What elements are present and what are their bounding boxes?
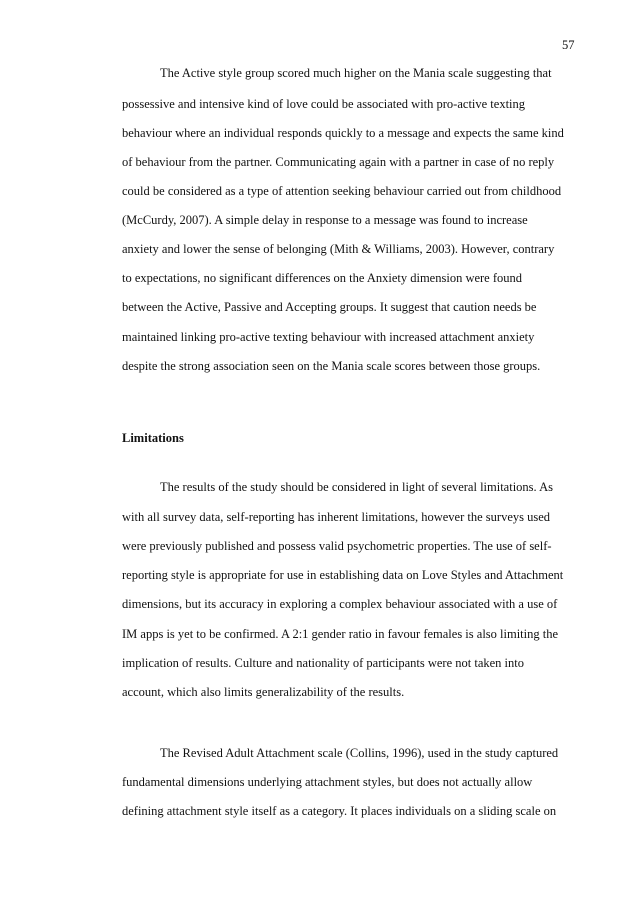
paragraph-line: reporting style is appropriate for use in establishing data on Love Styles and Attachment [122,568,564,582]
paragraph-line: anxiety and lower the sense of belonging (Mith & Williams, 2003). However, contrary [122,242,555,256]
paragraph-line: IM apps is yet to be confirmed. A 2:1 gender ratio in favour females is also limiting the [122,627,559,641]
paragraph-line: account, which also limits generalizability of the results. [122,685,405,699]
paragraph-line: dimensions, but its accuracy in exploring a complex behaviour associated with a use of [122,597,558,611]
paragraph-line: between the Active, Passive and Accepting groups. It suggest that caution needs be [122,300,537,314]
paragraph-line: The Revised Adult Attachment scale (Collins, 1996), used in the study captured [160,746,559,760]
paragraph-line: The Active style group scored much higher on the Mania scale suggesting that [160,66,552,80]
paragraph-line: of behaviour from the partner. Communicating again with a partner in case of no reply [122,155,555,169]
paragraph-line: maintained linking pro-active texting behaviour with increased attachment anxiety [122,330,535,344]
paragraph-line: to expectations, no significant differences on the Anxiety dimension were found [122,271,523,285]
paragraph-line: implication of results. Culture and nationality of participants were not taken into [122,656,524,670]
paragraph-line: despite the strong association seen on the Mania scale scores between those groups. [122,359,541,373]
page-number: 57 [562,38,575,52]
paragraph-line: (McCurdy, 2007). A simple delay in response to a message was found to increase [122,213,528,227]
paragraph-line: could be considered as a type of attention seeking behaviour carried out from childhood [122,184,562,198]
paragraph-line: were previously published and possess valid psychometric properties. The use of self- [122,539,552,553]
paragraph-line: behaviour where an individual responds quickly to a message and expects the same kind [122,126,564,140]
paragraph-line: The results of the study should be considered in light of several limitations. As [160,480,553,494]
section-heading: Limitations [122,431,184,445]
paragraph-line: possessive and intensive kind of love could be associated with pro-active texting [122,97,526,111]
paragraph-line: with all survey data, self-reporting has inherent limitations, however the surveys used [122,510,551,524]
paragraph-line: fundamental dimensions underlying attachment styles, but does not actually allow [122,775,533,789]
paragraph-line: defining attachment style itself as a category. It places individuals on a sliding scale on [122,804,557,818]
